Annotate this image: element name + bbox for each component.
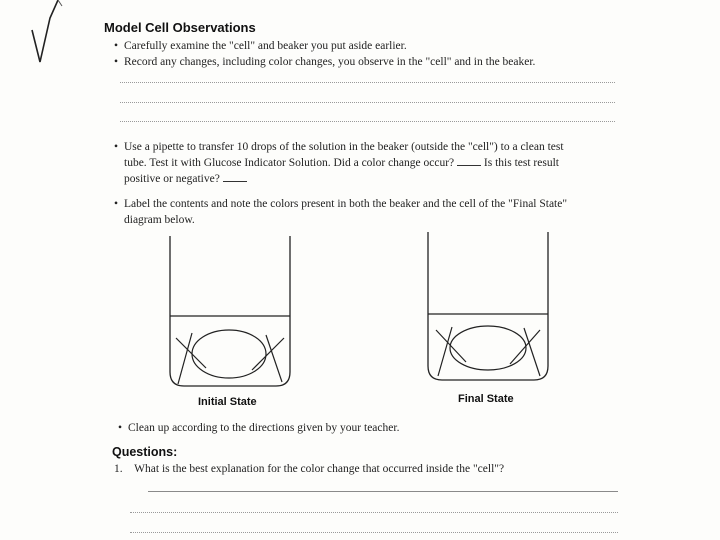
label-line-1: Label the contents and note the colors present in both the beaker and the cell of the "Final State" <box>124 198 568 210</box>
pipette-question-2: Is this test result <box>483 157 559 169</box>
list-item <box>114 139 624 187</box>
beaker-outline <box>428 232 548 380</box>
section-title: Model Cell Observations <box>104 20 256 35</box>
answer-line[interactable] <box>130 512 618 513</box>
tie-right <box>524 328 540 376</box>
list-item <box>114 196 624 228</box>
pipette-line-2 <box>124 155 624 171</box>
question-1 <box>114 463 504 475</box>
pipette-question-3: positive or negative? <box>124 173 220 185</box>
questions-heading: Questions: <box>112 445 178 459</box>
final-state-beaker <box>418 230 558 390</box>
string-right <box>510 330 540 364</box>
bullet-dot: • <box>114 56 119 68</box>
final-state-label: Final State <box>458 393 514 405</box>
pipette-line-1: Use a pipette to transfer 10 drops of the solution in the beaker (outside the "cell") to a clean test <box>124 141 564 153</box>
answer-line[interactable] <box>120 82 615 83</box>
answer-line[interactable] <box>120 102 615 103</box>
initial-state-beaker <box>160 234 300 394</box>
string-left <box>176 338 206 368</box>
list-item <box>114 38 644 54</box>
color-change-blank[interactable] <box>457 155 481 166</box>
margin-pen-mark <box>28 0 88 80</box>
list-item <box>118 420 648 436</box>
bullet-record-text: Record any changes, including color changes, you observe in the "cell" and in the beaker. <box>124 56 536 68</box>
answer-line[interactable] <box>120 121 615 122</box>
bullet-dot: • <box>114 198 119 210</box>
cell-bag <box>192 330 266 378</box>
cell-bag <box>450 326 526 370</box>
list-item <box>114 54 644 70</box>
tie-left <box>178 333 192 384</box>
string-right <box>252 338 284 370</box>
question-1-number: 1. <box>114 463 123 475</box>
label-line-2: diagram below. <box>124 214 195 226</box>
bullet-examine-text: Carefully examine the "cell" and beaker you put aside earlier. <box>124 40 407 52</box>
beaker-outline <box>170 236 290 386</box>
string-left <box>436 330 466 362</box>
pipette-question: tube. Test it with Glucose Indicator Solution. Did a color change occur? <box>124 157 455 169</box>
pipette-line-3 <box>124 171 624 187</box>
cleanup-text: Clean up according to the directions given by your teacher. <box>128 422 400 434</box>
answer-line[interactable] <box>130 532 618 533</box>
bullet-dot: • <box>114 141 119 153</box>
positive-negative-blank[interactable] <box>223 171 247 182</box>
answer-line[interactable] <box>148 491 618 492</box>
question-1-text: What is the best explanation for the color change that occurred inside the "cell"? <box>134 463 505 475</box>
bullet-dot: • <box>114 40 119 52</box>
bullet-dot: • <box>118 422 123 434</box>
initial-state-label: Initial State <box>198 396 257 408</box>
